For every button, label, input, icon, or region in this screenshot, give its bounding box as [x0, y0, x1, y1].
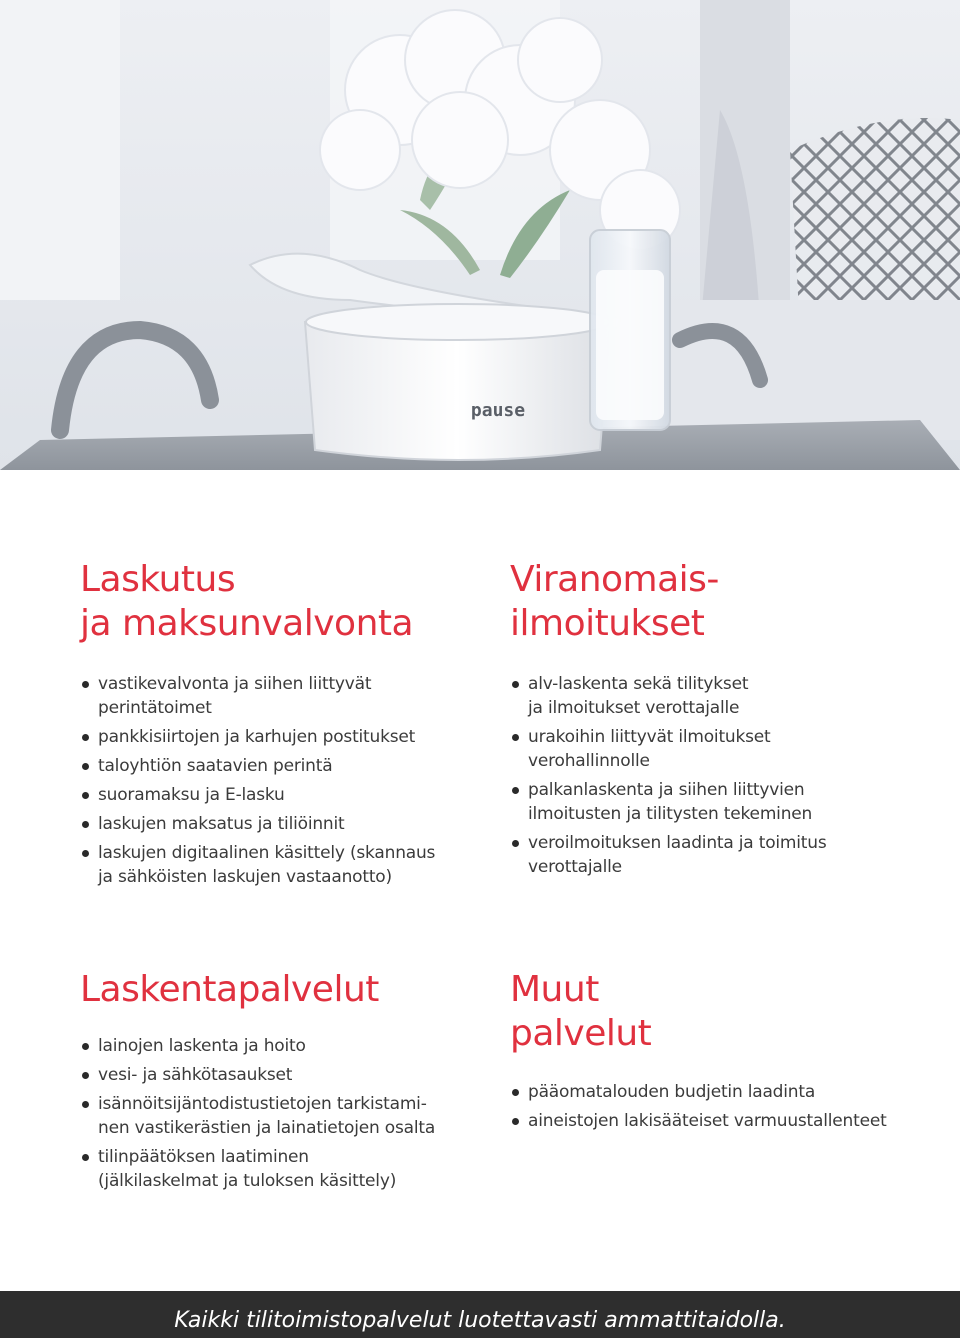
- list-item: tilinpäätöksen laatiminen (jälkilaskelmat ja tuloksen käsittely): [80, 1145, 480, 1193]
- list-item: urakoihin liittyvät ilmoitukset verohallinnolle: [510, 725, 910, 773]
- section-title: Laskutus ja maksunvalvonta: [80, 559, 414, 644]
- list-item: isännöitsijäntodistustietojen tarkistami- nen vastikerästien ja lainatietojen osalta: [80, 1092, 480, 1140]
- list-item: alv-laskenta sekä tilitykset ja ilmoitukset verottajalle: [510, 672, 910, 720]
- hero-illustration: [0, 0, 960, 470]
- section-title: Laskentapalvelut: [80, 969, 379, 1010]
- service-list: [510, 1080, 930, 1133]
- section-muut-palvelut: [510, 968, 930, 1138]
- list-item: pankkisiirtojen ja karhujen postitukset: [80, 725, 470, 749]
- list-item: veroilmoituksen laadinta ja toimitus verottajalle: [510, 831, 910, 879]
- list-item: aineistojen lakisääteiset varmuustallenteet: [510, 1109, 930, 1133]
- list-item: pääomatalouden budjetin laadinta: [510, 1080, 930, 1104]
- footer-slogan: [0, 1291, 960, 1338]
- footer-text: Kaikki tilitoimistopalvelut luotettavasti ammattitaidolla.: [174, 1308, 786, 1333]
- list-item: suoramaksu ja E-lasku: [80, 783, 470, 807]
- service-list: [80, 672, 470, 889]
- list-item: palkanlaskenta ja siihen liittyvien ilmoitusten ja tilitysten tekeminen: [510, 778, 910, 826]
- service-list: [80, 1034, 480, 1193]
- list-item: vastikevalvonta ja siihen liittyvät perintätoimet: [80, 672, 470, 720]
- mug-text: pause: [470, 400, 526, 421]
- service-list: [510, 672, 910, 879]
- section-laskentapalvelut: [80, 968, 480, 1198]
- list-item: laskujen maksatus ja tiliöinnit: [80, 812, 470, 836]
- section-title: Viranomais- ilmoitukset: [510, 559, 719, 644]
- list-item: laskujen digitaalinen käsittely (skannaus ja sähköisten laskujen vastaanotto): [80, 841, 470, 889]
- section-laskutus: [80, 558, 470, 894]
- list-item: taloyhtiön saatavien perintä: [80, 754, 470, 778]
- hero-photo: [0, 0, 960, 470]
- section-title: Muut palvelut: [510, 969, 652, 1054]
- list-item: vesi- ja sähkötasaukset: [80, 1063, 480, 1087]
- section-viranomaisilmoitukset: [510, 558, 910, 884]
- list-item: lainojen laskenta ja hoito: [80, 1034, 480, 1058]
